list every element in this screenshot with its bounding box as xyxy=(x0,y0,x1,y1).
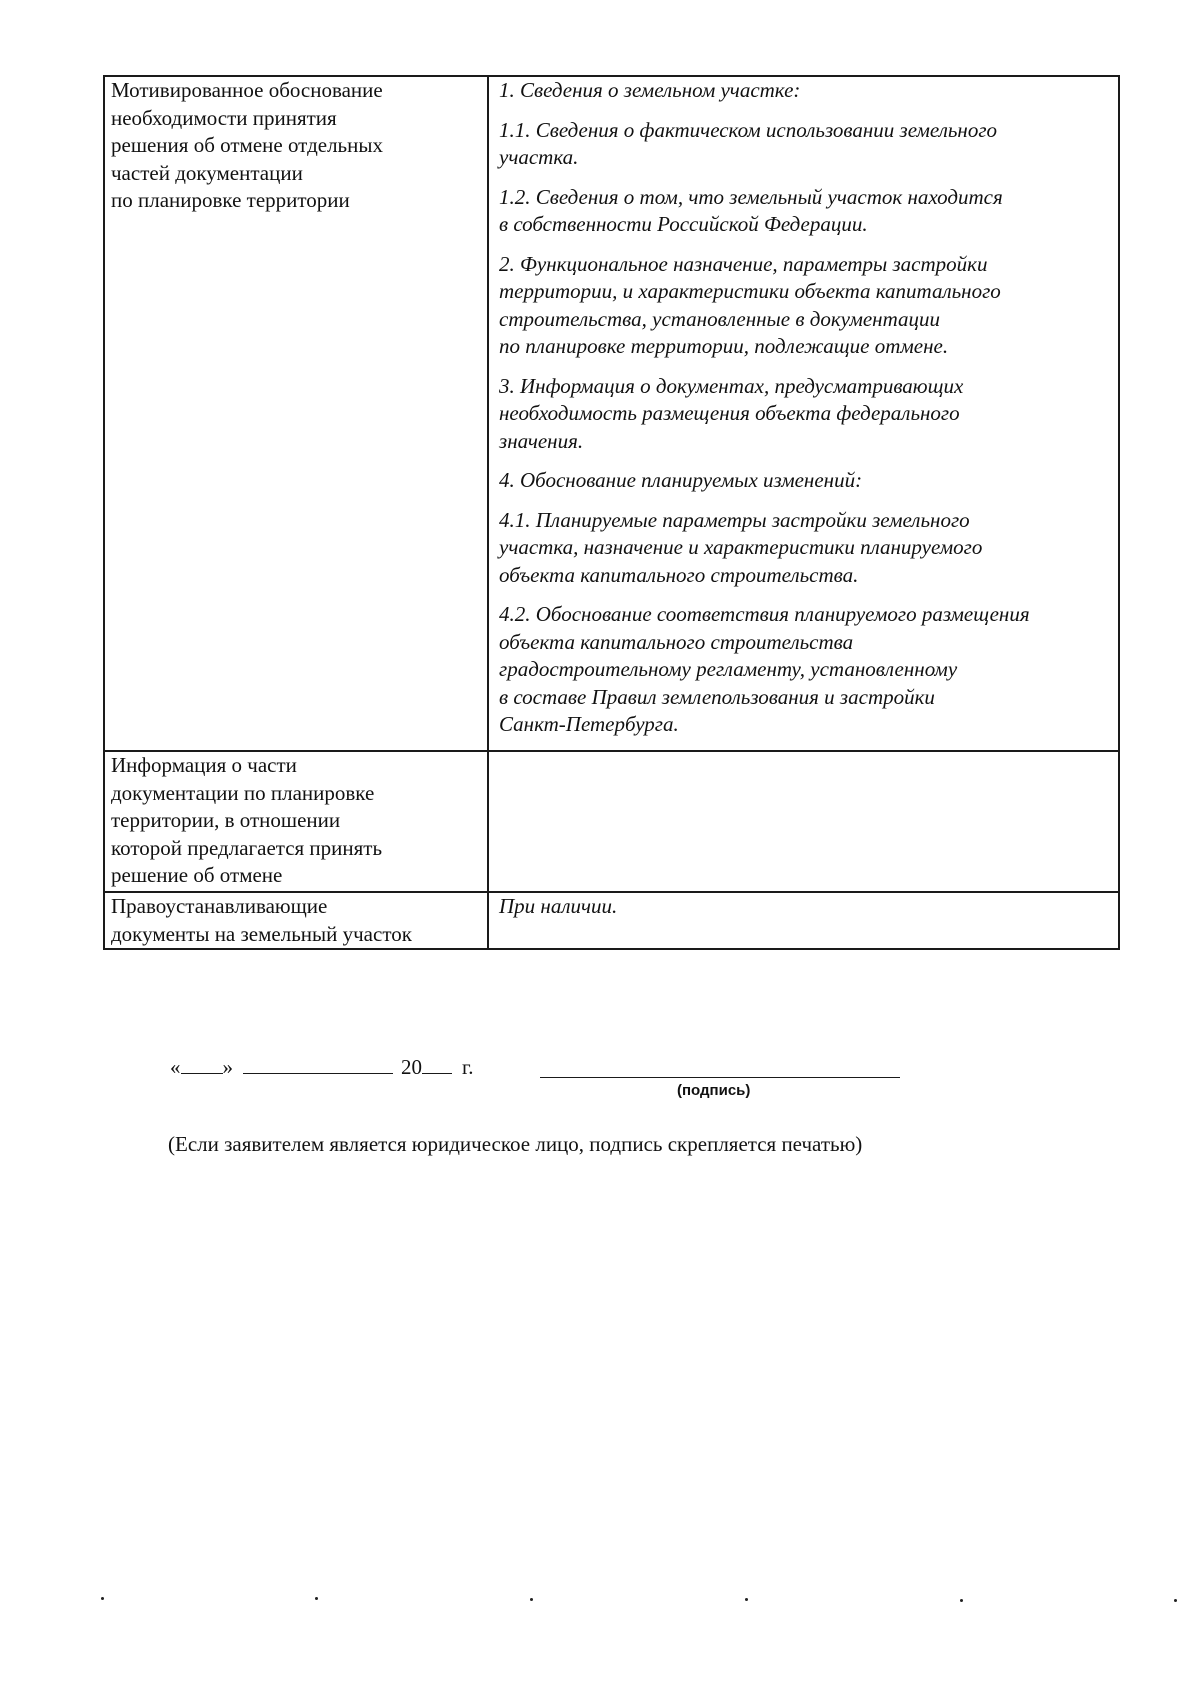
row-label: Информация о части документации по планировке территории, в отношении которой предлагается принять решение об отмене xyxy=(111,753,383,887)
row-content-cell xyxy=(488,892,1119,949)
day-blank[interactable] xyxy=(181,1053,223,1074)
year-blank[interactable] xyxy=(422,1053,452,1074)
content-paragraph: 4.1. Планируемые параметры застройки земельного участка, назначение и характеристики планируемого объекта капитального строительства. xyxy=(499,507,983,587)
content-paragraph: 1. Сведения о земельном участке: xyxy=(499,78,801,102)
row-content-cell-empty[interactable] xyxy=(488,751,1119,892)
row-label-cell xyxy=(104,892,488,949)
scan-dot xyxy=(745,1598,748,1601)
year-prefix: 20 xyxy=(401,1055,422,1079)
content-paragraph: 1.1. Сведения о фактическом использовании земельного участка. xyxy=(499,117,998,169)
row-label: Мотивированное обоснование необходимости принятия решения об отмене отдельных частей документации по планировке территории xyxy=(111,78,383,212)
signature-line[interactable] xyxy=(540,1077,900,1078)
row-label-cell xyxy=(104,751,488,892)
signature-caption: (подпись) xyxy=(677,1082,751,1099)
scan-dot xyxy=(960,1599,963,1602)
close-quote: » xyxy=(222,1055,233,1079)
row-label: Правоустанавливающие документы на земельный участок xyxy=(111,894,412,946)
scan-dot xyxy=(1174,1599,1177,1602)
content-paragraph: 1.2. Сведения о том, что земельный участок находится в собственности Российской Федерации. xyxy=(499,184,1003,236)
application-form-table xyxy=(103,75,1120,950)
content-paragraph: 4.2. Обоснование соответствия планируемого размещения объекта капитального строительства градостроительному регламенту, установленному в составе Правил землепользования и застройки Санкт-Петербурга. xyxy=(499,602,1030,736)
scan-dot xyxy=(530,1598,533,1601)
table-row xyxy=(104,892,1119,949)
content-paragraph: 2. Функциональное назначение, параметры застройки территории, и характеристики объекта капитального строительства, установленные в документации по планировке территории, подлежащие отмене. xyxy=(499,251,1001,358)
content-paragraph: 4. Обоснование планируемых изменений: xyxy=(499,468,863,492)
open-quote: « xyxy=(170,1055,181,1079)
scan-dot xyxy=(101,1597,104,1600)
year-suffix: г. xyxy=(462,1055,474,1079)
seal-note: (Если заявителем является юридическое лицо, подпись скрепляется печатью) xyxy=(168,1132,863,1156)
table-row xyxy=(104,751,1119,892)
table-row xyxy=(104,76,1119,751)
content-paragraph: При наличии. xyxy=(499,894,618,918)
month-blank[interactable] xyxy=(243,1053,393,1074)
scan-dot xyxy=(315,1597,318,1600)
date-field xyxy=(170,1053,474,1080)
content-paragraph: 3. Информация о документах, предусматривающих необходимость размещения объекта федерального значения. xyxy=(499,373,964,453)
row-label-cell xyxy=(104,76,488,751)
row-content-cell xyxy=(488,76,1119,751)
